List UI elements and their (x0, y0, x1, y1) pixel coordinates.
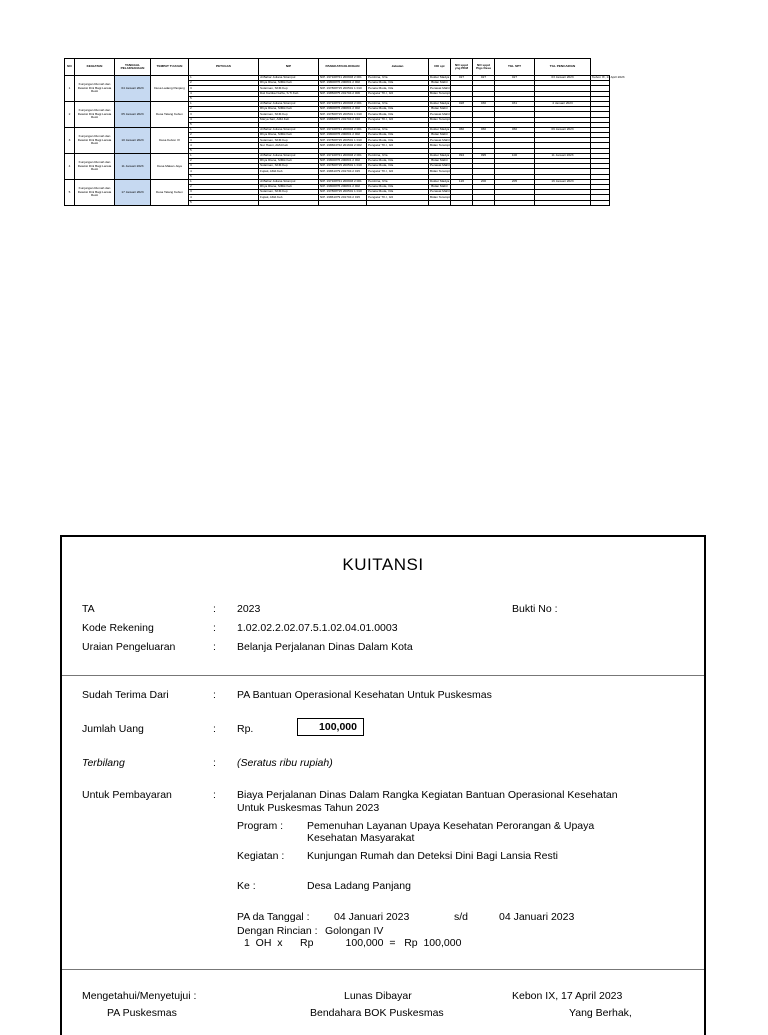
rank-cell: Penata Muda, III/a (367, 190, 429, 195)
table-header-row (65, 59, 610, 76)
column-header: NIP (259, 59, 319, 76)
sd-label: s/d (454, 911, 469, 923)
position-cell: Perawat Mahir (430, 85, 450, 90)
officer-index: 2 (189, 81, 259, 86)
group-number: 5 (65, 179, 75, 205)
rank-cell: Penata Muda, III/a (367, 81, 429, 86)
spt-date: 16 Januari 2023 (535, 179, 591, 184)
rp-label: Rp. (237, 723, 254, 735)
rank-cell: Penata Muda, III/a (367, 159, 429, 164)
date-cell: 11 Januari 2023 (115, 153, 151, 179)
position-cell: Dokter Madya (430, 127, 450, 132)
nip-cell: NIP. 198508?5 201704 2 006 (319, 91, 367, 96)
sppd-pkm-number: 027 (473, 76, 495, 81)
spt-number: 028 (451, 101, 473, 106)
column-header: KEGIATAN (75, 59, 115, 76)
position-cell: Dokter Madya (430, 179, 450, 184)
sppd-pkm-number: 030 (473, 101, 495, 106)
position-cell: Perawat Mahir (430, 189, 450, 194)
position-cell: Bidan Terampil (430, 168, 451, 173)
officer-index: 1 (189, 101, 259, 106)
ta-value: 2023 (237, 603, 261, 615)
nip-cell: NIP. 198608?1 201704 2 010 (319, 117, 367, 122)
disbursement-date (591, 200, 610, 205)
nip-cell: NIP. 198610?9 201704 2 015 (319, 169, 367, 174)
officer-name: Rhya Riana, SIMik Keb (259, 159, 319, 164)
kegiatan-label: Kegiatan : (237, 850, 285, 862)
officer-name: Dwi Kartika Nurfia, S.Tr.Keb (259, 91, 319, 96)
rincian-label: Dengan Rincian : (237, 925, 318, 937)
column-header: NO (65, 59, 75, 76)
column-header: TGL SPT (495, 59, 535, 76)
nip-cell: NIP. 197108?21 200903 2 001 (319, 101, 367, 106)
colon: : (213, 757, 216, 769)
ke-value: Desa Ladang Panjang (307, 880, 411, 892)
position-cell: Bidan Mahir (429, 159, 451, 164)
officer-name: Sulaiman, SKM.Kep (259, 86, 319, 91)
activity-cell: Kunjungan Rumah dan Deteksi Dini Bagi Lansia Resti (75, 101, 115, 127)
group-number: 3 (65, 127, 75, 153)
nip-cell: NIP. 197808?15 200501 1 010 (319, 112, 367, 117)
untuk-pembayaran-line2: Untuk Puskesmas Tahun 2023 (237, 802, 380, 814)
rank-cell: Penata Muda, III/a (367, 138, 429, 143)
officer-index: 5 (189, 122, 259, 127)
officer-name: dr.Bahar Juliana Sitompul (259, 101, 319, 106)
group-number: 2 (65, 101, 75, 127)
officer-index: 5 (189, 200, 259, 205)
receipt-title: KUITANSI (342, 555, 424, 574)
officer-index: 3 (189, 138, 259, 143)
officer-name: Rhya Riana, SIMik Keb (259, 107, 319, 112)
column-header: NO sppd Pigs Desa (473, 59, 495, 76)
position-cell: Perawat Mahir (430, 163, 450, 168)
date-cell: 17 Januari 2023 (115, 179, 151, 205)
destination-cell: Desa Ladang Panjang (151, 76, 189, 102)
nip-cell: NIP. 197108?21 200903 2 001 (319, 153, 367, 158)
rank-cell: Pengatur TK.I, II/d (367, 91, 429, 96)
officer-name: Rhya Riana, SIMik Keb (259, 184, 319, 189)
officer-name: Sulaiman, SKM.Kep (259, 164, 319, 169)
position-cell: Bidan Mahir (429, 184, 451, 189)
nip-cell: NIP. 197808?15 200501 1 010 (319, 190, 367, 195)
program-line2: Kesehatan Masyarakat (307, 832, 415, 844)
officer-index: 3 (189, 164, 259, 169)
officer-index: 2 (189, 133, 259, 138)
officer-index: 1 (189, 127, 259, 132)
place-date: Kebon IX, 17 April 2023 (512, 990, 623, 1002)
sudah-terima-value: PA Bantuan Operasional Kesehatan Untuk Puskesmas (237, 689, 492, 701)
colon: : (213, 689, 216, 701)
activity-cell: Kunjungan Rumah dan Deteksi Dini Bagi Lansia Resti (75, 179, 115, 205)
rank-cell: Pembina, IV/a (367, 153, 429, 158)
date-cell: 05 Januari 2023 (115, 101, 151, 127)
officer-index: 2 (189, 107, 259, 112)
nip-cell: NIP. 198008?6 200801 2 002 (319, 81, 367, 86)
officer-name: Sulaiman, SKM.Kep (259, 190, 319, 195)
officer-name: dr.Bahar Juliana Sitompul (259, 76, 319, 81)
lunas-dibayar-label: Lunas Dibayar (344, 990, 412, 1002)
officer-name: Rhya Riana, SIMik Keb (259, 133, 319, 138)
rank-cell: Pengatur TK.I, II/d (367, 143, 429, 148)
nip-cell: NIP. 198008?6 200801 2 002 (319, 159, 367, 164)
spt-number (451, 200, 473, 205)
officer-name: Marya Sari, AMd.Keb (259, 117, 319, 122)
officer-name: dr.Bahar Juliana Sitompul (259, 127, 319, 132)
colon: : (213, 622, 216, 634)
rank-cell: Pengatur TK.I, II/d (367, 169, 429, 174)
sppd-desa-number (495, 200, 535, 205)
group-number: 4 (65, 153, 75, 179)
rank-cell: Pengatur TK.I, II/d (367, 195, 429, 200)
nip-cell (319, 200, 367, 205)
spt-date: 03 Januari 2023 (535, 76, 591, 81)
sppd-pkm-number: 200 (473, 179, 495, 184)
destination-cell: Desa Talang Kebun (151, 101, 189, 127)
untuk-pembayaran-label: Untuk Pembayaran (82, 789, 172, 801)
yang-berhak-label: Yang Berhak, (569, 1007, 632, 1019)
rank-cell: Pembina, IV/a (367, 101, 429, 106)
spt-number: 060 (451, 127, 473, 132)
rank-cell: Penata Muda, III/a (367, 86, 429, 91)
rank-cell (367, 200, 429, 205)
program-label: Program : (237, 820, 284, 832)
officer-index: 3 (189, 112, 259, 117)
calculation-line: 1 OH x Rp 100,000 = Rp 100,000 (244, 937, 462, 949)
officer-name: dr.Bahar Juliana Sitompul (259, 179, 319, 184)
divider (62, 675, 704, 676)
rank-cell: Penata Muda, III/a (367, 133, 429, 138)
disbursement-date: Kebon IX, 17 April 2023 (592, 75, 625, 80)
officer-name (259, 200, 319, 205)
uraian-value: Belanja Perjalanan Dinas Dalam Kota (237, 641, 413, 653)
officer-name: dr.Bahar Juliana Sitompul (259, 153, 319, 158)
bendahara-label: Bendahara BOK Puskesmas (310, 1007, 444, 1019)
nip-cell: NIP. 197808?15 200501 1 010 (319, 86, 367, 91)
activity-cell: Kunjungan Rumah dan Deteksi Dini Bagi Lansia Resti (75, 127, 115, 153)
position-cell: Bidan Mahir (429, 81, 451, 86)
officer-index: 4 (189, 169, 259, 174)
nip-cell: NIP. 197108?21 200903 2 001 (319, 179, 367, 184)
ta-label: TA (82, 603, 95, 615)
mengetahui-label: Mengetahui/Menyetujui : (82, 990, 197, 1002)
sppd-pkm-number (473, 200, 495, 205)
ke-label: Ke : (237, 880, 256, 892)
date-cell: 10 Januari 2023 (115, 127, 151, 153)
officer-index: 1 (189, 179, 259, 184)
colon: : (213, 789, 216, 801)
spt-date: 09 Januari 2023 (535, 127, 591, 132)
position-cell (429, 200, 451, 205)
position-cell: Bidan Terampil (430, 116, 451, 121)
position-cell: Bidan Terampil (430, 194, 451, 199)
date-cell: 04 Januari 2023 (115, 76, 151, 102)
kode-rekening-value: 1.02.02.2.02.07.5.1.02.04.01.0003 (237, 622, 398, 634)
terbilang-value: (Seratus ribu rupiah) (237, 757, 333, 769)
assignment-table (64, 58, 625, 206)
sppd-desa-number: 205 (495, 179, 535, 184)
group-number: 1 (65, 76, 75, 102)
officer-name: Fujiati, AMd.Keb (259, 195, 319, 200)
position-cell: Bidan Mahir (429, 107, 451, 112)
nip-cell: NIP. 197108?21 200903 2 001 (319, 76, 367, 81)
position-cell: Bidan Terampil (430, 142, 451, 147)
spt-number: 126 (451, 179, 473, 184)
nip-cell: NIP. 197808?15 200501 1 010 (319, 138, 367, 143)
officer-index: 2 (189, 159, 259, 164)
bukti-no-label: Bukti No : (512, 603, 558, 615)
spt-date: 11 Januari 2023 (535, 153, 591, 158)
officer-index: 5 (189, 148, 259, 153)
officer-name: Sulaiman, SKM.Kep (259, 138, 319, 143)
column-header: NO spt (429, 59, 451, 76)
pa-tanggal-to: 04 Januari 2023 (499, 911, 575, 923)
sppd-pkm-number: 095 (473, 153, 495, 158)
officer-index: 2 (189, 184, 259, 189)
officer-index: 4 (189, 117, 259, 122)
officer-name: Nur Hasni, AMd.Keb (259, 143, 319, 148)
activity-cell: Kunjungan Rumah dan Deteksi Dini Bagi Lansia Resti (75, 153, 115, 179)
pa-tanggal-from: 04 Januari 2023 (334, 911, 410, 923)
spt-date (535, 200, 591, 205)
officer-index: 5 (189, 96, 259, 101)
receipt (60, 535, 706, 1035)
nip-cell: NIP. 198008?6 200801 2 002 (319, 107, 367, 112)
sppd-desa-number: 031 (495, 101, 535, 106)
destination-cell: Desa Kebon IX (151, 127, 189, 153)
sppd-desa-number: 060 (495, 127, 535, 132)
nip-cell: NIP. 197108?21 200903 2 001 (319, 127, 367, 132)
position-cell: Dokter Madya (430, 75, 450, 80)
column-header: TANGGAL PELAKSANAAN (115, 59, 151, 76)
officer-name: Rhya Riana, SIMik Keb (259, 81, 319, 86)
amount-box: 100,000 (297, 718, 364, 736)
jumlah-uang-label: Jumlah Uang (82, 723, 144, 735)
rank-cell: Pembina, IV/a (367, 76, 429, 81)
rank-cell: Penata Muda, III/a (367, 164, 429, 169)
uraian-label: Uraian Pengeluaran (82, 641, 176, 653)
kegiatan-value: Kunjungan Rumah dan Deteksi Dini Bagi Lansia Resti (307, 850, 558, 862)
rank-cell: Pembina, IV/a (367, 179, 429, 184)
officer-index: 1 (189, 153, 259, 158)
column-header: TEMPAT TUJUAN (151, 59, 189, 76)
column-header: Jabatan (367, 59, 429, 76)
sppd-desa-number: 100 (495, 153, 535, 158)
program-line1: Pemenuhan Layanan Upaya Kesehatan Perorangan & Upaya (307, 820, 595, 832)
destination-cell: Desa Makan Jaya (151, 153, 189, 179)
officer-index: 3 (189, 190, 259, 195)
nip-cell: NIP. 198008?6 200801 2 002 (319, 133, 367, 138)
nip-cell: NIP. 197808?15 200501 1 010 (319, 164, 367, 169)
officer-index: 4 (189, 143, 259, 148)
rank-cell: Penata Muda, III/a (367, 184, 429, 189)
kode-rekening-label: Kode Rekening (82, 622, 154, 634)
officer-name: Fujiati, AMd.Keb (259, 169, 319, 174)
rank-cell: Penata Muda, III/a (367, 112, 429, 117)
rincian-value: Golongan IV (325, 925, 384, 937)
colon: : (213, 723, 216, 735)
position-cell: Dokter Madya (430, 101, 450, 106)
position-cell: Dokter Madya (430, 153, 450, 158)
destination-cell: Desa Talang Kebun (151, 179, 189, 205)
column-header: TGL PENCAIRAN (535, 59, 591, 76)
nip-cell: NIP. 198610?9 201704 2 015 (319, 195, 367, 200)
spt-number: 027 (451, 76, 473, 81)
position-cell: Perawat Mahir (430, 137, 450, 142)
colon: : (213, 641, 216, 653)
terbilang-label: Terbilang (82, 757, 125, 769)
officer-index: 4 (189, 91, 259, 96)
divider (62, 969, 704, 970)
position-cell: Bidan Mahir (429, 133, 451, 138)
sppd-pkm-number: 060 (473, 127, 495, 132)
rank-cell: Penata Muda, III/a (367, 107, 429, 112)
sudah-terima-label: Sudah Terima Dari (82, 689, 169, 701)
officer-index: 3 (189, 86, 259, 91)
sppd-desa-number: 027 (495, 76, 535, 81)
activity-cell: Kunjungan Rumah dan Deteksi Dini Bagi Lansia Resti (75, 76, 115, 102)
column-header: PANGKAT/GOLONGAN (319, 59, 367, 76)
pa-tanggal-label: PA da Tanggal : (237, 911, 310, 923)
position-cell: Bidan Terampil (430, 90, 451, 95)
nip-cell: NIP. 198008?6 200801 2 002 (319, 184, 367, 189)
nip-cell: NIP. 198604?22 201604 2 002 (319, 143, 367, 148)
position-cell: Perawat Mahir (430, 111, 450, 116)
officer-index: 5 (189, 174, 259, 179)
spt-number: 094 (451, 153, 473, 158)
untuk-pembayaran-line1: Biaya Perjalanan Dinas Dalam Rangka Kegiatan Bantuan Operasional Kesehatan (237, 789, 618, 801)
officer-name: Sulaiman, SKM.Kep (259, 112, 319, 117)
column-header: NO sppd yng PKM (451, 59, 473, 76)
column-header: PETUGAS (189, 59, 259, 76)
spt-date: 4 Januari 2023 (535, 101, 591, 106)
pa-puskesmas-label: PA Puskesmas (107, 1007, 177, 1019)
officer-index: 1 (189, 76, 259, 81)
colon: : (213, 603, 216, 615)
rank-cell: Pengatur TK.I, II/d (367, 117, 429, 122)
rank-cell: Pembina, IV/a (367, 127, 429, 132)
officer-index: 4 (189, 195, 259, 200)
